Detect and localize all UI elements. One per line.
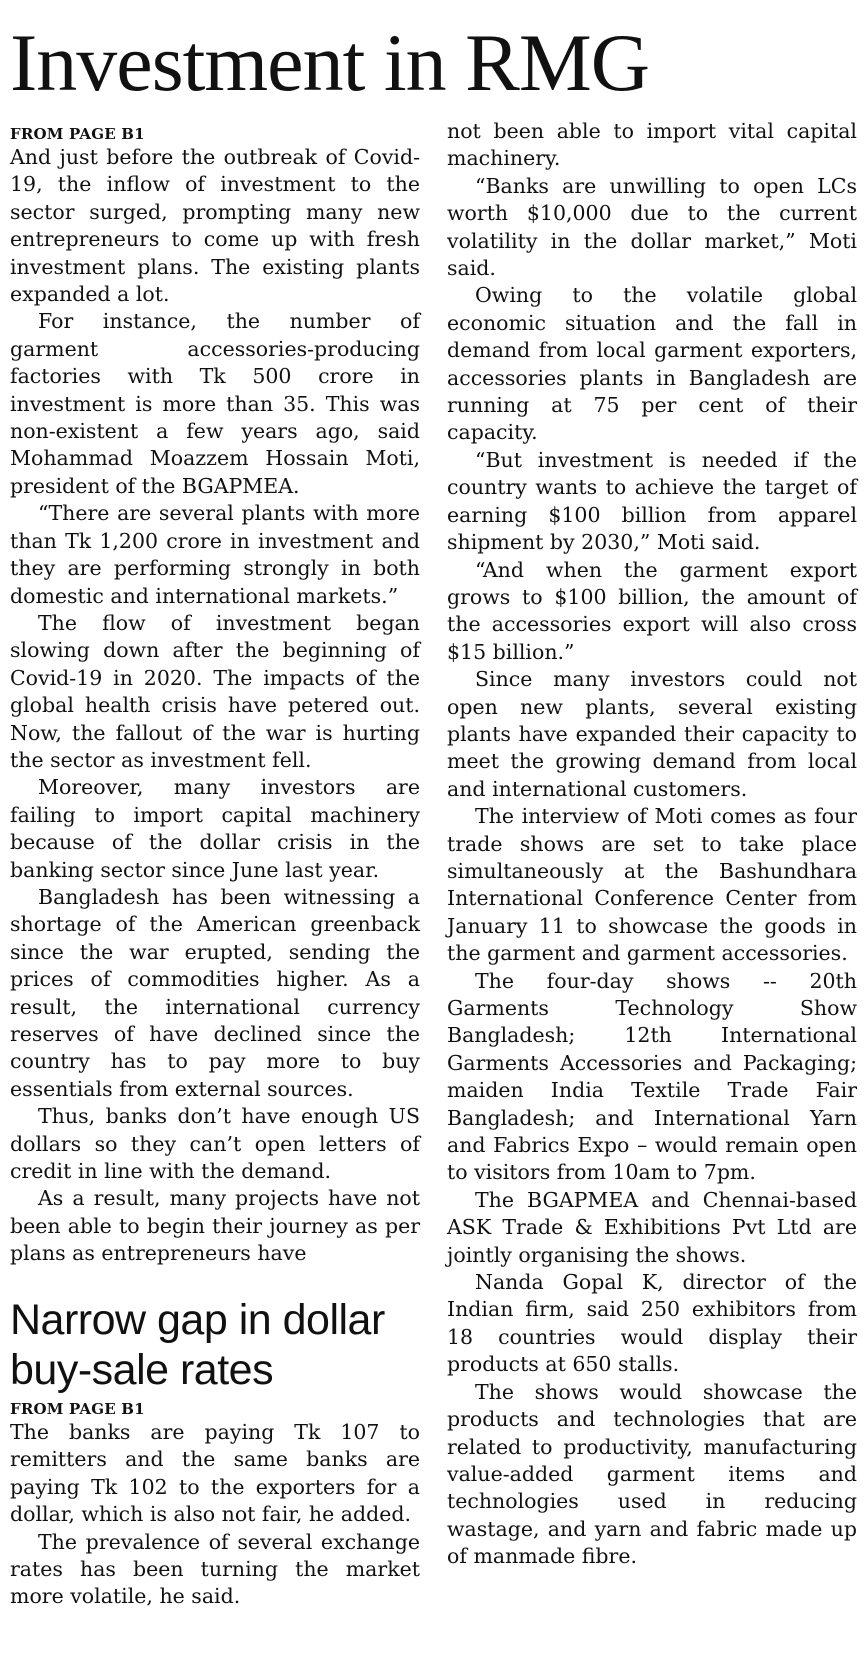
article1-paragraph: The interview of Moti comes as four trade shows are set to take place simultaneously at the Bashundhara International Conference Center from January 11 to showcase the goods in the garment and garment accessories.: [447, 804, 857, 966]
article1-paragraph: As a result, many projects have not been able to begin their journey as per plans as entrepreneurs have: [10, 1186, 420, 1266]
article1-kicker: FROM PAGE B1: [10, 125, 145, 143]
article1-paragraph: “But investment is needed if the country wants to achieve the target of earning $100 billion from apparel shipment by 2030,” Moti said.: [447, 447, 857, 555]
article2-paragraph: The banks are paying Tk 107 to remitters and the same banks are paying Tk 102 to the exporters for a dollar, which is also not fair, he added.: [10, 1420, 420, 1527]
article1-paragraph: The BGAPMEA and Chennai-based ASK Trade & Exhibitions Pvt Ltd are jointly organising the shows.: [447, 1187, 857, 1267]
article2-column: [10, 1295, 420, 1611]
article1-paragraph: Moreover, many investors are failing to import capital machinery because of the dollar crisis in the banking sector since June last year.: [10, 775, 420, 882]
article1-paragraph: “Banks are unwilling to open LCs worth $10,000 due to the current volatility in the dollar market,” Moti said.: [447, 173, 857, 281]
article1-paragraph: Bangladesh has been witnessing a shortage of the American greenback since the war erupted, sending the prices of commodities higher. As a result, the international currency reserves of have declined since the country has to pay more to buy essentials from external sources.: [10, 884, 420, 1101]
article1-paragraph: “There are several plants with more than Tk 1,200 crore in investment and they are performing strongly in both domestic and international markets.”: [10, 501, 420, 608]
article1-paragraph: Owing to the volatile global economic situation and the fall in demand from local garment exporters, accessories plants in Bangladesh are running at 75 per cent of their capacity.: [447, 283, 857, 445]
article1-paragraph: not been able to import vital capital machinery.: [447, 119, 857, 171]
article1-paragraph: Since many investors could not open new plants, several existing plants have expanded their capacity to meet the growing demand from local and international customers.: [447, 667, 857, 801]
article1-paragraph: Nanda Gopal K, director of the Indian firm, said 250 exhibitors from 18 countries would display their products at 650 stalls.: [447, 1270, 857, 1377]
article1-column-right: [447, 118, 857, 1571]
article1-paragraph: “And when the garment export grows to $100 billion, the amount of the accessories export will also cross $15 billion.”: [447, 557, 857, 664]
article1-paragraph: For instance, the number of garment accessories-producing factories with Tk 500 crore in investment is more than 35. This was non-existent a few years ago, said Mohammad Moazzem Hossain Moti, president of the BGAPMEA.: [10, 309, 420, 498]
article1-paragraph: And just before the outbreak of Covid-19, the inflow of investment to the sector surged, prompting many new entrepreneurs to come up with fresh investment plans. The existing plants expanded a lot.: [10, 145, 420, 307]
article1-paragraph: Thus, banks don’t have enough US dollars so they can’t open letters of credit in line with the demand.: [10, 1104, 420, 1184]
article1-paragraph: The flow of investment began slowing down after the beginning of Covid-19 in 2020. The impacts of the global health crisis have petered out. Now, the fallout of the war is hurting the sector as investment fell.: [10, 610, 420, 772]
article1-column-left: [10, 124, 420, 1268]
article2-headline: Narrow gap in dollar buy-sale rates: [10, 1296, 385, 1394]
article2-paragraph: The prevalence of several exchange rates has been turning the market more volatile, he said.: [10, 1529, 420, 1609]
article1-paragraph: The shows would showcase the products and technologies that are related to productivity, manufacturing value-added garment items and technologies used in reducing wastage, and yarn and fabric made up of manmade fibre.: [447, 1379, 857, 1569]
article1-paragraph: The four-day shows -- 20th Garments Technology Show Bangladesh; 12th International Garments Accessories and Packaging; maiden India Textile Trade Fair Bangladesh; and International Yarn and Fabrics Expo – would remain open to visitors from 10am to 7pm.: [447, 968, 857, 1185]
article1-headline: Investment in RMG: [10, 17, 649, 108]
article2-kicker: FROM PAGE B1: [10, 1400, 145, 1418]
